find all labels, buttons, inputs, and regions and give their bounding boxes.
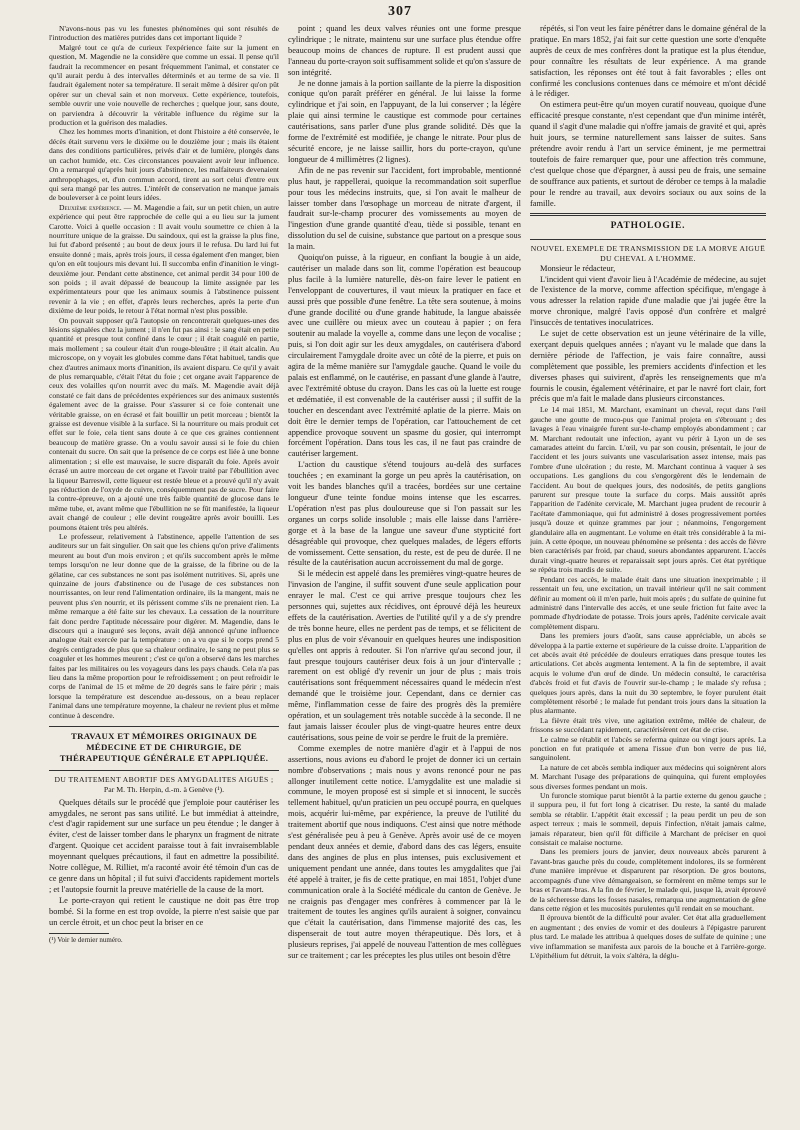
paragraph: Le 14 mai 1851, M. Marchant, examinant un cheval, reçut dans l'œil gauche une goutte de muco-pus que l'animal projeta en s'ébrouant ; des lavages à l'eau vinaigrée furent sur-le-champ employés abondamment ; car M. Marchant redoutait une infection, ayant vu périr à Lyon un de ses camarades atteint du farcin. L'œil, vu par son cousin, présentait, le jour de l'accident et les jours suivants une vascularisation assez intense, mais pas l'ombre d'une ulcération ; du reste, M. Marchant continua à vaquer à ses occupations. Les ganglions du cou s'engorgèrent dès le lendemain de l'accident. Au bout de quelques jours, des nodosités, de petits ganglions parurent sur presque toute la surface du corps. Mais aussitôt après l'apparition de l'adénite cervicale, M. Marchant jugea prudent de recourir à l'acétate d'ammoniaque, qui fut administré à doses progressivement portées jusqu'à douze et quinze grammes par jour ; néanmoins, l'engorgement glandulaire alla en augmentant. Le volume en était très considérable à la mi-juin. A cette époque, un nouveau phénomène se présenta : des accès de fièvre bien caractérisés par froid, par chaud, sueurs abondantes apparurent. L'accès durait vingt-quatre heures et reparaissait sept jours après. Cet état pyrétique se répéta trois mardis de suite. [530, 405, 766, 575]
byline: Par M. Th. Herpin, d.-m. à Genève (¹). [103, 784, 225, 794]
paragraph: Il éprouva bientôt de la difficulté pour avaler. Cet état alla graduellement en augmentant ; des envies de vomir et des douleurs à l'épigastre parurent plus tard. Le malade les attribua à quelques doses de sulfate de quinine ; une vive inflammation se manifesta aux parois de la bouche et à l'arrière-gorge. L'épithélium fut détruit, la voix s'altéra, la déglu- [530, 913, 766, 960]
experiment-text: — M. Magendie a fait, sur un petit chien, un autre expérience qui peut être rapprochée de celle qui a eu lieu sur la jument Carotte. Voici à quelle occasion : Il avait voulu soumettre ce chien à la nourriture unique de la graisse. Du saindoux, qui est la graisse la plus fine, lui fut d'abord présenté ; au bout de deux jours il le refusa. Du lard lui fut ensuite donné ; mais, après trois jours, il cessa également d'en manger, bien qu'on en eût toujours mis devant lui. Il succomba enfin d'inanition le vingt-deuxième jour. Pendant cette abstinence, cet animal perdit 34 pour 100 de son poids ; il avait dépassé de beaucoup la limite assignée par les expérimentateurs pour que les animaux soumis à l'abstinence puissent revenir à la vie ; en effet, d'après leurs recherches, après la perte d'un dixième de leur poids, le retour à l'état normal n'est plus possible. [49, 202, 279, 316]
paragraph: Malgré tout ce qu'a de curieux l'expérience faite sur la jument en question, M. Magendie ne la considère que comme un essai. Il pense qu'il faudrait la recommencer en pesant fréquemment l'animal, et constater ce qu'il aurait perdu à des intervalles déterminés et au terme de sa vie. Il faudrait également noter sa température. Il serait même à désirer qu'on pût opérer sur un cheval sain et non morveux. Cette expérience, toutefois, semble ouvrir une voie nouvelle de recherches ; quelque jour, sans doute, on parviendra à découvrir la véritable influence du régime sur la production et la guérison des maladies. [49, 42, 279, 128]
paragraph: Afin de ne pas revenir sur l'accident, fort improbable, mentionné plus haut, je rappellerai, quoique la recommandation soit superflue pour tous les médecins instruits, que, si l'on avait le malheur de laisser tomber dans l'œsophage un morceau de nitrate d'argent, il faudrait sur-le-champ procurer des vomissements au moyen de l'ingestion d'une grande quantité d'eau, tiède si possible, tenant en dissolution du sel de cuisine, substance que partout on a presque sous la main. [288, 165, 521, 252]
paragraph: La fièvre était très vive, une agitation extrême, mêlée de chaleur, de frissons se succédant rapidement, caractérisèrent cet état de crise. [530, 715, 766, 735]
paragraph: L'incident qui vient d'avoir lieu à l'Académie de médecine, au sujet de l'existence de la morve, comme affection spécifique, m'engage à vous adresser la relation rapide d'une maladie que j'ai jugée être la morve chronique, malgré l'avis opposé d'un confrère et malgré l'insuccès de tentatives inoculatrices. [530, 274, 766, 328]
page-number: 307 [388, 4, 412, 19]
divider [530, 213, 766, 216]
paragraph: Je ne donne jamais à la portion saillante de la pierre la disposition conique qu'on paraît préférer en général. Je lui laisse la forme cylindrique et j'ai soin, en l'appuyant, de la lui conserver ; la légère plaie qui ainsi termine le caustique est commode pour certaines cautérisations, sans parler d'une plus grande solidité. Dès que la forme de l'extrémité est modifiée, je change le nitrate. Pour plus de sécurité encore, je ne laisse saillir, hors du porte-crayon, qu'une longueur de 4 millimètres (2 lignes). [288, 78, 521, 164]
paragraph: Le porte-crayon qui retient le caustique ne doit pas être trop bombé. Si la forme en est trop ovoïde, la pierre n'est saisie que par un cercle étroit, et un choc peut la briser en ce [49, 895, 279, 927]
paragraph: L'action du caustique s'étend toujours au-delà des surfaces touchées ; en examinant la gorge un peu après la cautérisation, on voit les bandes blanches qu'il a tracées, bordées sur une certaine longueur d'une teinte fondue moins intense que les escarres. L'opération n'est pas plus douloureuse que si l'on passait sur les organes un corps solide insoluble ; mais elle laisse dans l'arrière-gorge et à la base de la langue une saveur d'une stypticité fort désagréable qui provoque, chez quelques malades, de légers efforts de vomissement. Cette sensation, du reste, est de peu de durée. Il ne résulte de la cautérisation aucun accroissement du mal de gorge. [288, 460, 521, 568]
paragraph: On estimera peut-être qu'un moyen curatif nouveau, quoique d'une efficacité presque constante, n'est cependant que d'un minime intérêt, quand il s'agit d'une maladie qui n'offre jamais de gravité et qui, après huit jours, se termine naturellement sans laisser de suites. Sans prétendre avoir rendu à l'art un service éminent, je me permettrai toutefois de faire remarquer que, pour une affection très commune, c'est quelque chose que d'épargner, à aussi peu de frais, une semaine de souffrance aux patients, et surtout de dérober ce temps à la maladie pour le rendre au travail, aux devoirs sociaux ou aux soins de la famille. [530, 100, 766, 208]
paragraph: N'avons-nous pas vu les funestes phénomènes qui sont résultés de l'introduction des matières putrides dans cet important liquide ? [49, 24, 279, 43]
column-left [49, 24, 279, 1114]
paragraph: Quoiqu'on puisse, à la rigueur, en confiant la bougie à un aide, cautériser un malade dans son lit, comme l'opération est beaucoup plus facile à la lumière naturelle, dès-on faire lever le patient en l'enveloppant de couvertures, il vaut mieux la pratiquer en face et aussi près que possible d'une fenêtre. La tête sera soutenue, à moins d'une grande docilité ou d'une grande habitude, la langue abaissée avec une cuillère ou mieux avec un couteau à papier ; on fera soutenir au malade la voyelle a, comme dans une leçon de vocalise ; puis, si l'on doit agir sur les deux amygdales, on cautérisera d'abord circulairement l'amygdale droite avec un côté de la pierre, et puis on agira de la même manière sur l'amygdale gauche. Quand le voile du palais est enflammé, on le cautérise, en passant d'une glande à l'autre, avec l'extrémité obtuse du crayon. Dans les cas où la luette est rouge et œdématiée, il est convenable de la cautériser aussi ; il suffit de la toucher en descendant avec l'extrémité aplatie de la pierre. Mais on doit être le dernier temps de l'opération, car l'attouchement de cet appendice provoque souvent un spasme du gosier, qui interrompt forcément l'opération. Dans tous les cas, il ne faut pas craindre de cautériser largement. [288, 253, 521, 459]
divider [530, 239, 766, 240]
experiment-lead: Deuxième expérience. [59, 202, 122, 212]
paragraph: point ; quand les deux valves réunies ont une forme presque cylindrique ; le nitrate, maintenu sur une surface plus étendue offre beaucoup moins de chances de rupture. Il est prudent aussi que l'anneau du porte-crayon soit suffisamment solide et qu'on s'assure de son intégrité. [288, 24, 521, 77]
section-title: TRAVAUX ET MÉMOIRES ORIGINAUX DE MÉDECINE ET DE CHIRURGIE, DE THÉRAPEUTIQUE GÉNÉRALE ET APPLIQUÉE. [59, 731, 269, 764]
paragraph: On pouvait supposer qu'à l'autopsie on rencontrerait quelques-unes des lésions signalées chez la jument ; il n'en fut pas ainsi : le sang était en petite quantité et presque tout confiné dans le cœur ; il était coagulé en partie, mais mollement ; sa couleur était d'un rouge-bleuâtre ; il était alcalin. Au microscope, on y voyait les globules comme dans l'état habituel, tandis que chez d'autres animaux morts d'inanition, ils avaient disparu. Ce qu'il y avait de plus remarquable, c'était l'état du foie ; cet organe avait l'apparence de ceux des volailles qu'on nourrit avec du maïs. M. Magendie avait déjà constaté ce fait dans de précédentes expériences sur des animaux sustentés également avec de la graisse. Pour s'assurer si ce foie contenait une véritable graisse, on en écrasé et fait bouillir un petit morceau ; bientôt la graisse est devenue visible à la surface. Si la nourriture ou mais produit cet effet sur le foie, cela tient sans doute à ce que ces graines contiennent beaucoup de matière grasse. On a voulu savoir aussi si le foie du chien contenait du sucre. On sait que la présence de ce corps est liée à une bonne alimentation ; si elle est mauvaise, le sucre disparaît du foie. Après avoir écrasé un autre morceau de cet organe et l'avoir traité par l'ébullition avec la liqueur Barreswil, cette liqueur est restée bleue et a prouvé qu'il n'y avait pas réduction de l'oxyde de cuivre, conséquemment pas de sucre. Pour faire la contre-épreuve, on a ajouté une très faible quantité de glucose dans le même tube, et, avant même que l'ébullition ne se fût manifestée, la liqueur avait changé de couleur ; elle devint rougeâtre après avoir bouilli. Les poumons étaient très peu altérés. [49, 315, 279, 532]
paragraph: Si le médecin est appelé dans les premières vingt-quatre heures de l'invasion de l'angine, il suffit souvent d'une seule application pour enrayer le mal. C'est ce qui arrive presque toujours chez les personnes qui, sujettes aux récidives, ont éprouvé déjà les heureux effets de la cautérisation. Averties de l'utilité qu'il y a de s'y prendre de très bonne heure, elles ne perdent pas de temps, et se félicitent de plus en plus de voir s'évanouir en quelques heures une indisposition qu'elles ont appris à redouter. Si l'on n'arrive qu'au second jour, il faut presque toujours cautériser deux fois à un jour d'intervalle ; rarement on est obligé d'y revenir un jour de plus ; mais trois cautérisations sont fréquemment nécessaires quand le médecin n'est demandé que le troisième jour. Cependant, dans ce dernier cas même, l'inflammation cesse de faire des progrès dès la première opération, et un soulagement très notable succède à la seconde. Il ne faut jamais laisser écouler plus de vingt-quatre heures entre deux cautérisations, sous peine de voir se perdre le fruit de la première. [288, 569, 521, 742]
paragraph: Le professeur, relativement à l'abstinence, appelle l'attention de ses auditeurs sur un fait singulier. On sait que les chiens qu'on prive d'aliments meurent au bout d'un mois environ ; et qu'ils succombent après le même temps lorsqu'on ne leur donne que de la graisse, de la fibrine ou de la gélatine, car ces substances ne sont pas isolément nutritives. Si, après une quinzaine de jours d'abstinence ou de l'usage de ces substances non nourrissantes, on leur rend l'alimentation ordinaire, ils la mangent, mais ne peuvent plus s'en nourrir, et ils périssent comme s'ils ne prenaient rien. La même remarque a été faite sur les chevaux. La cessation de la nourriture fait donc perdre l'aptitude nécessaire pour digérer. M. Magendie, dans le discours qui a inauguré ses leçons, avait déjà annoncé qu'une influence analogue était exercée par la température : on a vu que si le corps prend 5 degrés centigrades de plus que sa chaleur ordinaire, le sang ne peut plus se coaguler et les hommes meurent ; c'est ce qu'on a observé dans les marches faites par les militaires ou les voyageurs dans les pays chauds. Cela n'a pas lieu dans la même proportion pour le refroidissement ; on peut refroidir le corps de l'animal de 15 et même de 20 degrés sans le faire périr ; mais lorsque la température est descendue au-dessous, on a beau replacer l'animal dans une température moyenne, la chaleur ne revient plus et même continue à descendre. [49, 531, 279, 720]
article-title: DU TRAITEMENT ABORTIF DES AMYGDALITES AIGUËS ; [54, 775, 274, 785]
paragraph: Chez les hommes morts d'inanition, et dont l'histoire a été conservée, le décès était survenu vers le dixième ou le douzième jour ; mais ils étaient dans des conditions particulières, privés d'air et de lumière, plongés dans un cachot humide, etc. Ces circonstances pouvaient avoir leur influence. On a remarqué qu'après huit jours d'abstinence, les malfaiteurs devenaient anthropophages, et, d'un commun accord, tirent au sort celui d'entre eux qui sera mangé par les autres. L'intérêt de conservation ne manque jamais de bouleverser à ce point leurs idées. [49, 127, 279, 203]
paragraph [49, 203, 279, 316]
paragraph: Un furoncle stomique parut bientôt à la partie externe du genou gauche ; il suppura peu, il fut fort long à cicatriser. Du reste, la santé du malade sembla se rétablir. L'appétit était excessif ; la peau perdit un peu de son aspect terreux ; mais le sommeil, depuis l'infection, n'était jamais calme, jamais réparateur, bien qu'il fût difficile à Marchant de préciser en quoi consistait ce malaise nocturne. [530, 791, 766, 848]
footnote: (¹) Voir le dernier numéro. [49, 935, 123, 944]
paragraph: Quelques détails sur le procédé que j'emploie pour cautériser les amygdales, ne seront pas sans utilité. Le but immédiat à atteindre, c'est d'agir rapidement sur une surface un peu étendue ; le danger à éviter, c'est de laisser tomber dans le pharynx un fragment de nitrate d'argent. Quoique cet accident paraisse tout à fait invraisemblable moyennant quelques précautions, il faut en admettre la possibilité. Notre collègue, M. Rilliet, m'a raconté avoir été témoin d'un cas de ce genre dans un hôpital ; il fut suivi d'accidents rapidement mortels ; et l'autopsie fournit la preuve matérielle de la cause de la mort. [49, 797, 279, 894]
paragraph: Comme exemples de notre manière d'agir et à l'appui de nos assertions, nous avions eu d'abord le projet de donner ici un certain nombre d'observations ; mais nous y avons renoncé pour ne pas allonger inutilement cette notice. L'amygdalite est une maladie si commune, le moyen proposé est si simple et si innocent, le succès tellement habituel, qu'un praticien un peu occupé pourra, en quelques mois, acquérir lui-même, par expérience, la preuve de l'utilité du traitement abortif que nous indiquons. C'est ainsi que notre méthode s'est généralisée peu à peu à Genève. Après avoir usé de ce moyen pendant deux années et demie, d'abord dans des cas légers, ensuite dans des angines de plus en plus intenses, puis exclusivement et uniquement pendant une année, dans toutes les amygdalites que j'ai été appelé à traiter, je fis de cette pratique, en mai 1851, l'objet d'une communication orale à la Société médicale du canton de Genève. Je ne craignis pas d'engager mes confrères à commencer par là le traitement de toutes les angines qu'ils auraient à soigner, convaincu que c'était la cautérisation, dans l'immense majorité des cas, les dispenserait de tout autre moyen thérapeutique. Dès lors, et à plusieurs reprises, j'ai appelé de nouveau l'attention de mes collègues sur ce traitement ; car les préceptes les plus utiles ont besoin d'être [288, 743, 521, 961]
column-middle [288, 24, 521, 1114]
salutation: Monsieur le rédacteur, [540, 263, 616, 273]
paragraph: Le sujet de cette observation est un jeune vétérinaire de la ville, exerçant depuis quelques années ; n'ayant vu le malade que dans la dernière période de l'affection, je vais faire connaître, aussi complètement que possible, les premiers accidents d'infection et les diverses phases qui suivirent, d'après les renseignements que m'a fournis le cousin, également vétérinaire, et par le navré fort clair, fort précis que m'a fait le malade dans plusieurs circonstances. [530, 329, 766, 404]
section-heading: PATHOLOGIE. [610, 221, 686, 232]
paragraph: répétés, si l'on veut les faire pénétrer dans le domaine général de la pratique. En mars 1852, j'ai fait sur cette question une sorte d'enquête auprès de ceux de mes confrères dont la pratique est la plus étendue, pour connaître les résultats de leur expérience. A ma grande satisfaction, les réponses ont été tout à fait favorables ; elles ont confirmé les conclusions contenues dans ce mémoire et m'ont décidé à le rédiger. [530, 24, 766, 99]
column-right [530, 24, 766, 1114]
paragraph: La nature de cet abcès sembla indiquer aux médecins qui soignèrent alors M. Marchant l'usage des préparations de quinquina, qui furent employées sous diverses formes pendant un mois. [530, 762, 766, 791]
article-title: NOUVEL EXEMPLE DE TRANSMISSION DE LA MORVE AIGUË DU CHEVAL A L'HOMME. [530, 244, 766, 263]
footnote-rule [49, 933, 109, 934]
divider [49, 770, 279, 771]
paragraph: Le calme se rétablit et l'abcès se referma quinze ou vingt jours après. La ponction en fut pratiquée et amena l'issue d'un bon verre de pus lié, sanguinolent. [530, 734, 766, 763]
paragraph: Dans les premiers jours d'août, sans cause appréciable, un abcès se développa à la partie externe et supérieure de la cuisse droite. L'apparition de cet abcès avait été précédée de douleurs erratiques dans presque toutes les articulations. Cet abcès augmenta lentement. A la fin de septembre, il avait acquis le volume d'un œuf de dinde. Un médecin consulté, le caractérisa d'abcès froid et fut d'avis de l'ouvrir sur-le-champ ; le malade s'y refusa ; quelques jours après, dans la nuit du 30 septembre, le foyer purulent était complètement résorbé ; le malade fut pendant trois jours dans la situation la plus alarmante. [530, 631, 766, 716]
paragraph: Pendant ces accès, le malade était dans une situation inexprimable ; il ressentait un feu, une excitation, un travail intérieur qu'il ne sait comment définir au moment où il m'en parle, huit mois après ; du sulfate de quinine fut administré dans l'intervalle des accès, et une seule friction fut faite avec la pommade d'hydriodate de potasse. Trois jours après, l'adénite cervicale avait complètement disparu. [530, 574, 766, 631]
divider [49, 726, 279, 727]
paragraph: Dans les premiers jours de janvier, deux nouveaux abcès parurent à l'avant-bras gauche près du coude, complètement indolores, ils se formèrent d'une manière imprévue et disparurent par résorption. De gros boutons, accompagnés d'une vive démangeaison, se formèrent en même temps sur le bras et l'avant-bras. A la fin de février, le malade qui, jusque là, avait éprouvé de la sécheresse dans les fosses nasales, remarqua une augmentation de gêne dans cette région et les mucosités purulentes qu'il rendait en se mouchant. [530, 847, 766, 913]
